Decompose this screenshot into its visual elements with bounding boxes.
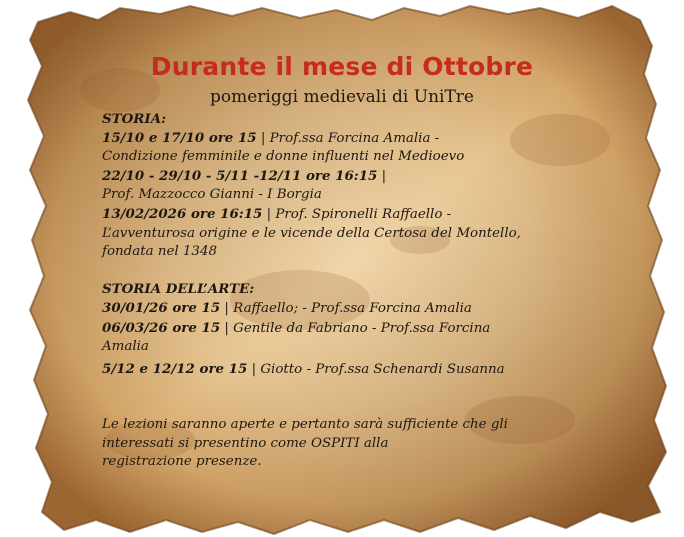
arte-entry-1 — [102, 299, 582, 319]
entry-date: 15/10 e 17/10 ore 15 — [102, 129, 257, 146]
poster-title: Durante il mese di Ottobre — [150, 52, 534, 81]
entry-date: 06/03/26 ore 15 — [102, 319, 221, 336]
entry-date: 22/10 - 29/10 - 5/11 -12/11 ore 16:15 — [102, 167, 378, 184]
program-body — [102, 110, 582, 472]
entry-detail-line: fondata nel 1348 — [102, 244, 217, 260]
section-heading-storia: STORIA: — [102, 111, 167, 127]
notice-line: Le lezioni saranno aperte e pertanto sarà sufficiente che gli — [102, 416, 508, 432]
storia-entry-3 — [102, 205, 582, 225]
entry-detail: | Prof.ssa Forcina Amalia - — [256, 130, 440, 146]
storia-entry-1 — [102, 129, 582, 149]
entry-detail: | — [377, 168, 387, 184]
entry-detail: | Giotto - Prof.ssa Schenardi Susanna — [247, 361, 505, 377]
arte-entry-2 — [102, 319, 582, 339]
entry-detail-line: L’avventurosa origine e le vicende della Certosa del Montello, — [102, 225, 521, 241]
notice-line: interessati si presentino come OSPITI alla — [102, 435, 389, 451]
entry-date: 30/01/26 ore 15 — [102, 299, 221, 316]
entry-date: 13/02/2026 ore 16:15 — [102, 205, 263, 222]
notice-line: registrazione presenze. — [102, 454, 262, 470]
entry-detail-line: Condizione femminile e donne influenti nel Medioevo — [102, 149, 465, 165]
poster-subtitle: pomeriggi medievali di UniTre — [209, 87, 474, 107]
entry-detail-line: Amalia — [102, 339, 149, 355]
entry-date: 5/12 e 12/12 ore 15 — [102, 360, 248, 377]
arte-entry-3 — [102, 360, 582, 380]
entry-detail: | Prof. Spironelli Raffaello - — [262, 206, 452, 222]
entry-detail: | Raffaello; - Prof.ssa Forcina Amalia — [220, 300, 472, 316]
section-heading-storia-arte: STORIA DELL’ARTE: — [102, 281, 255, 298]
entry-detail-line: Prof. Mazzocco Gianni - I Borgia — [102, 187, 322, 203]
entry-detail: | Gentile da Fabriano - Prof.ssa Forcina — [220, 320, 491, 336]
storia-entry-2 — [102, 167, 582, 187]
notice-text — [102, 416, 582, 472]
